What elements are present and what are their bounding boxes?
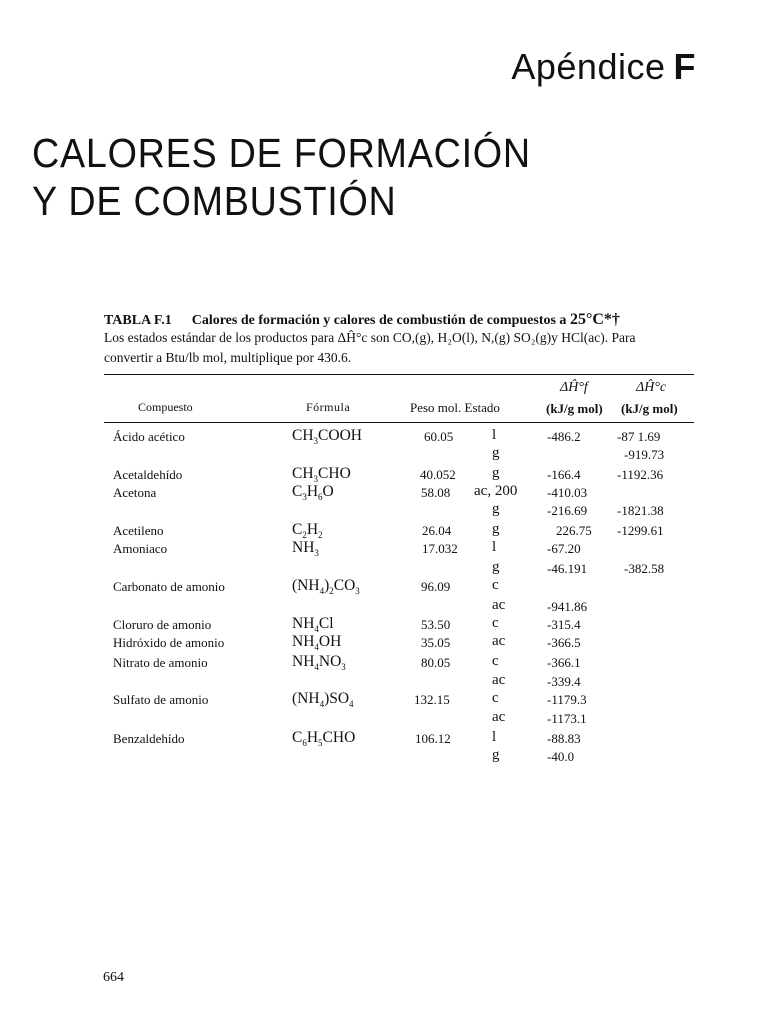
appendix-heading (511, 46, 696, 88)
physical-state: g (492, 521, 500, 537)
column-header-formula: Fórmula (306, 400, 351, 414)
column-header-hf-unit: (kJ/g mol) (546, 401, 603, 416)
heat-of-formation: 226.75 (556, 523, 592, 538)
compound-formula: $NH_3$ (292, 539, 319, 559)
physical-state: c (492, 653, 499, 669)
heat-of-combustion: -1192.36 (617, 467, 664, 482)
compound-formula: $CH_3CHO$ (292, 465, 351, 485)
heat-of-formation: -1179.3 (547, 692, 587, 707)
compound-name: Sulfato de amonio (113, 692, 209, 707)
table-caption-title (104, 311, 620, 329)
compound-formula: $C_6H_5CHO$ (292, 729, 356, 749)
heat-of-formation: -366.1 (547, 655, 581, 670)
physical-state: ac (492, 597, 506, 613)
molecular-weight: 35.05 (421, 635, 451, 650)
physical-state: l (492, 729, 497, 745)
heat-of-combustion: -919.73 (624, 447, 665, 462)
appendix-letter: F (673, 46, 696, 87)
compound-name: Acetaldehído (113, 467, 183, 482)
compound-formula: $CH_3COOH$ (292, 427, 362, 447)
heat-of-formation: -67.20 (547, 541, 581, 556)
column-header-compuesto: Compuesto (138, 400, 193, 414)
physical-state: c (492, 690, 499, 706)
physical-state: g (492, 465, 500, 481)
physical-state: l (492, 539, 497, 555)
compound-formula: $C_2H_2$ (292, 521, 323, 541)
compound-formula: $C_3H_6O$ (292, 483, 334, 503)
table-top-rule (104, 374, 694, 375)
table-title: Calores de formación y calores de combustión de compuestos a (191, 313, 567, 328)
table-header-rule (104, 422, 694, 423)
compound-name: Carbonato de amonio (113, 579, 225, 594)
molecular-weight: 40.052 (420, 467, 456, 482)
compound-formula: $NH_4Cl$ (292, 615, 334, 635)
compound-name: Cloruro de amonio (113, 617, 212, 632)
compound-name: Acetileno (113, 523, 164, 538)
compound-name: Hidróxido de amonio (113, 635, 225, 650)
column-header-hc-unit: (kJ/g mol) (621, 401, 678, 416)
physical-state: g (492, 559, 500, 575)
compound-name: Ácido acético (113, 429, 185, 444)
molecular-weight: 60.05 (424, 429, 454, 444)
heat-of-formation: -216.69 (547, 503, 588, 518)
physical-state: ac (492, 709, 506, 725)
physical-state: c (492, 577, 499, 593)
physical-state: g (492, 747, 500, 763)
compound-formula: $(NH_4)SO_4$ (292, 690, 354, 710)
heat-of-formation: -339.4 (547, 674, 581, 689)
page-number: 664 (103, 970, 124, 985)
molecular-weight: 53.50 (421, 617, 451, 632)
heat-of-combustion: -1299.61 (617, 523, 664, 538)
molecular-weight: 58.08 (421, 485, 451, 500)
heat-of-combustion: -1821.38 (617, 503, 664, 518)
chapter-title-line2: Y DE COMBUSTIÓN (32, 178, 397, 224)
compound-formula: $NH_4OH$ (292, 633, 342, 653)
compound-formula: $(NH_4)_2CO_3$ (292, 577, 360, 597)
physical-state: ac, 200 (474, 483, 518, 499)
physical-state: g (492, 445, 500, 461)
heat-of-formation: -166.4 (547, 467, 581, 482)
molecular-weight: 26.04 (422, 523, 452, 538)
heat-of-formation: -410.03 (547, 485, 588, 500)
compound-formula: $NH_4NO_3$ (292, 653, 346, 673)
molecular-weight: 106.12 (415, 731, 451, 746)
heat-of-combustion: -382.58 (624, 561, 665, 576)
chapter-title-line1: CALORES DE FORMACIÓN (32, 130, 531, 176)
physical-state: ac (492, 633, 506, 649)
physical-state: l (492, 427, 497, 443)
physical-state: c (492, 615, 499, 631)
table-caption-line2: Los estados estándar de los productos para ΔĤ°c son CO,(g), H₂O(l), N,(g) SO₂(g)y HCl(ac). Para (104, 330, 636, 345)
heat-of-formation: -46.191 (547, 561, 588, 576)
column-header-hf-symbol: ΔĤ°f (560, 380, 588, 395)
table-label: TABLA F.1 (104, 313, 172, 328)
heat-of-formation: -366.5 (547, 635, 581, 650)
appendix-label: Apéndice (511, 46, 666, 87)
compound-name: Nitrato de amonio (113, 655, 208, 670)
heat-of-formation: -1173.1 (547, 711, 587, 726)
compound-name: Acetona (113, 485, 157, 500)
heat-of-formation: -315.4 (547, 617, 581, 632)
column-header-hc-symbol: ΔĤ°c (636, 380, 667, 395)
compound-name: Benzaldehído (113, 731, 185, 746)
heat-of-combustion: -87 1.69 (617, 429, 661, 444)
table-temperature: 25°C*† (569, 311, 620, 328)
molecular-weight: 132.15 (414, 692, 450, 707)
heat-of-formation: -40.0 (547, 749, 575, 764)
compound-name: Amoniaco (113, 541, 168, 556)
table-caption-line3: convertir a Btu/lb mol, multiplique por 430.6. (104, 350, 352, 365)
heat-of-formation: -486.2 (547, 429, 581, 444)
heat-of-formation: -941.86 (547, 599, 588, 614)
molecular-weight: 80.05 (421, 655, 451, 670)
heat-of-formation: -88.83 (547, 731, 581, 746)
column-header-peso-estado: Peso mol. Estado (410, 400, 500, 415)
physical-state: ac (492, 672, 506, 688)
molecular-weight: 17.032 (422, 541, 458, 556)
molecular-weight: 96.09 (421, 579, 451, 594)
physical-state: g (492, 501, 500, 517)
